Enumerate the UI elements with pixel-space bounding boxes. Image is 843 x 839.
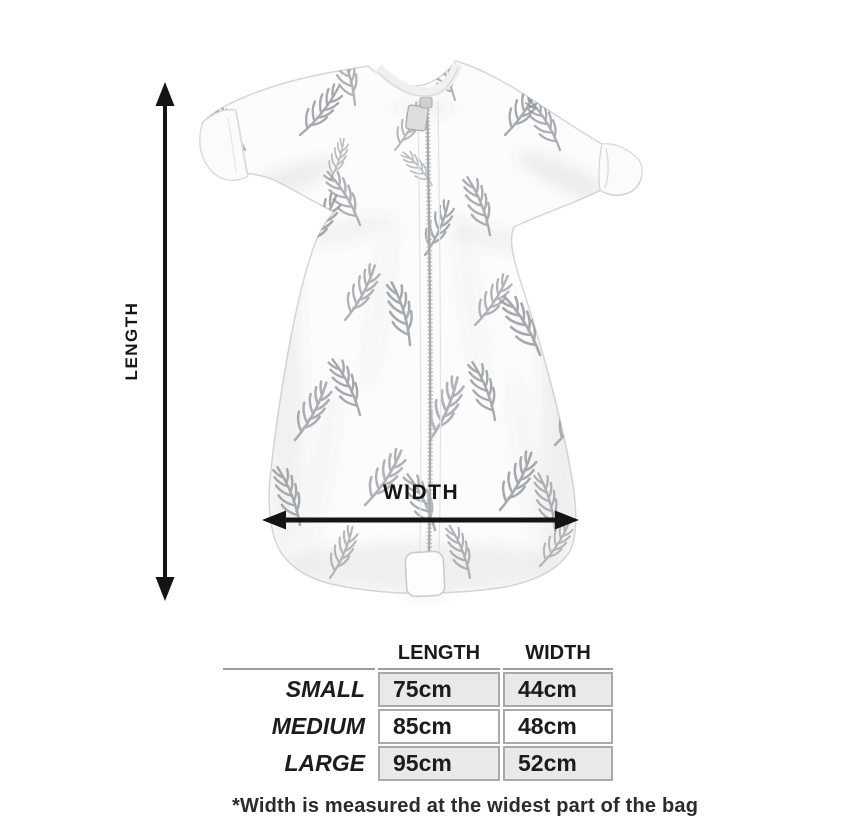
row-label-small: SMALL — [223, 672, 375, 707]
table-row-small — [223, 672, 613, 707]
arrow-up-icon — [156, 82, 175, 106]
large-length-value: 95cm — [378, 746, 500, 781]
size-table-header-length: LENGTH — [378, 635, 500, 670]
small-length-value: 75cm — [378, 672, 500, 707]
leaf-sprig-icon — [538, 212, 593, 278]
size-table-corner-cell — [223, 635, 375, 670]
length-arrow — [156, 82, 175, 601]
size-table-header-width: WIDTH — [503, 635, 613, 670]
footnote: *Width is measured at the widest part of the bag — [232, 795, 699, 817]
row-label-medium: MEDIUM — [223, 709, 375, 744]
small-width-value: 44cm — [503, 672, 613, 707]
table-row-large — [223, 746, 613, 781]
length-arrow-label: LENGTH — [122, 301, 141, 381]
size-table — [220, 633, 616, 783]
medium-width-value: 48cm — [503, 709, 613, 744]
row-label-large: LARGE — [223, 746, 375, 781]
large-width-value: 52cm — [503, 746, 613, 781]
size-table-header-row — [223, 635, 613, 670]
leaf-sprig-icon — [243, 279, 297, 350]
table-row-medium — [223, 709, 613, 744]
zipper-pull — [405, 105, 428, 132]
medium-length-value: 85cm — [378, 709, 500, 744]
width-arrow-label: WIDTH — [382, 481, 460, 504]
arrow-down-icon — [156, 577, 175, 601]
